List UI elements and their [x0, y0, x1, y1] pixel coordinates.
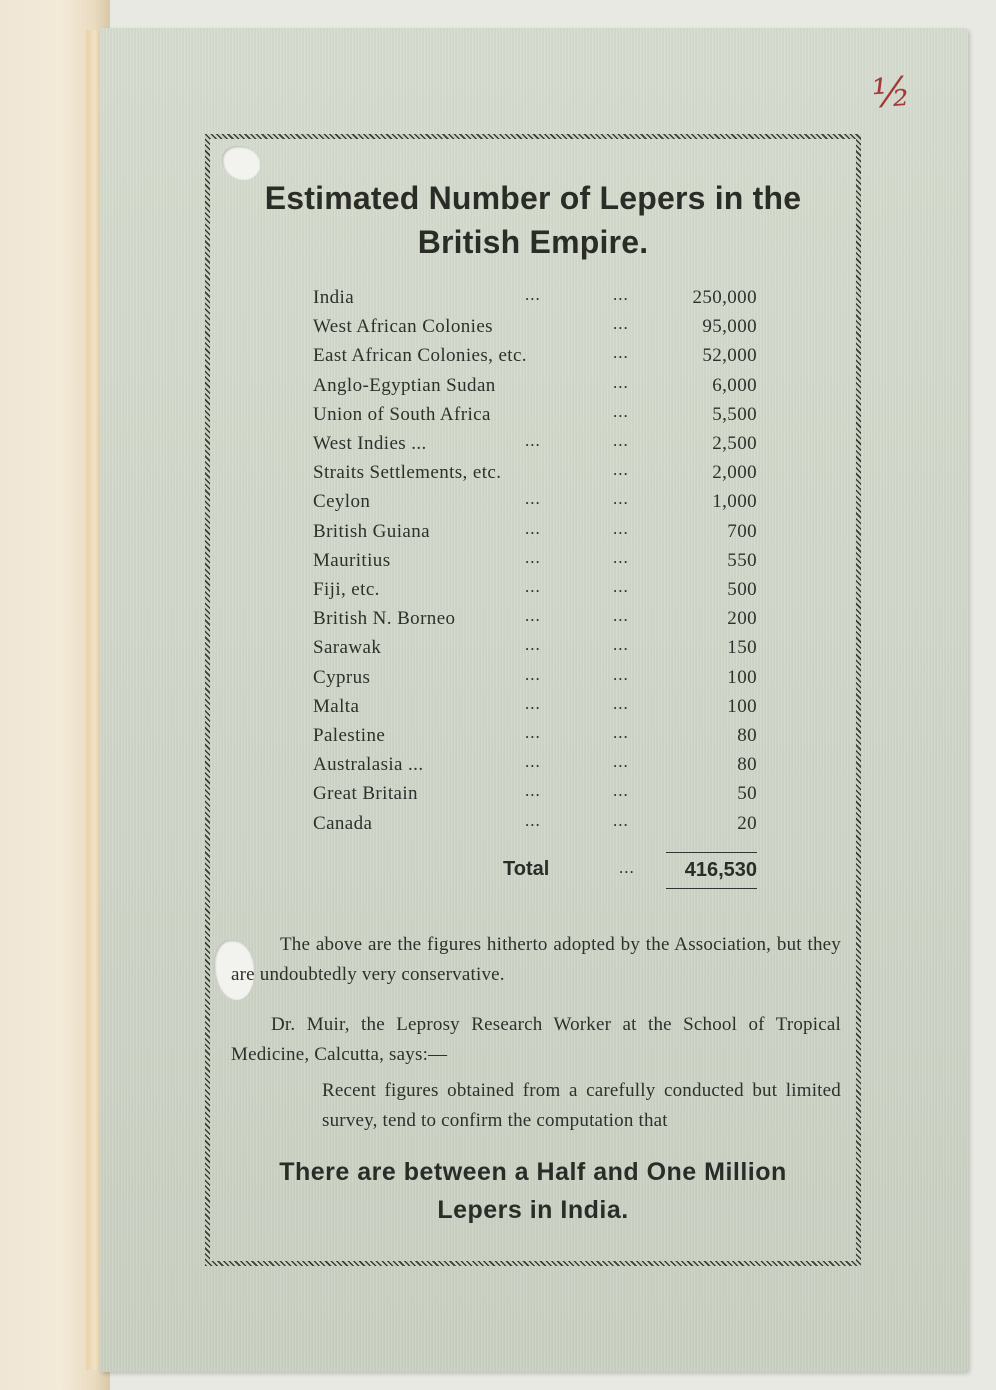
- total-leader-dots: ...: [619, 858, 635, 877]
- leader-dots: ...: [613, 752, 629, 772]
- region-name: Fiji, etc.: [313, 579, 380, 600]
- dr-muir-intro-paragraph: Dr. Muir, the Leprosy Research Worker at the School of Tropical Medicine, Calcutta, says:—: [231, 1014, 841, 1065]
- leader-dots: ...: [613, 518, 629, 538]
- leader-dots: ...: [613, 372, 629, 392]
- region-name: Ceylon: [313, 491, 371, 513]
- estimated-count: 100: [727, 666, 757, 688]
- table-row: [313, 345, 757, 374]
- region-name: Malta: [313, 695, 360, 717]
- region-name: Mauritius: [313, 549, 391, 571]
- estimated-count: 250,000: [692, 287, 757, 308]
- leader-dots: ...: [525, 547, 541, 567]
- estimated-count: 5,500: [712, 403, 757, 425]
- leader-dots: ...: [525, 810, 541, 830]
- table-row: [313, 547, 757, 579]
- page-title-line-1: Estimated Number of Lepers in the: [264, 180, 802, 216]
- estimated-count: 700: [727, 520, 757, 542]
- region-name: Canada: [313, 812, 373, 834]
- estimated-count: 80: [737, 754, 757, 776]
- table-row: [313, 316, 757, 345]
- leader-dots: ...: [525, 781, 541, 801]
- table-row: [313, 608, 757, 637]
- region-name: West African Colonies: [313, 316, 493, 338]
- total-value: 416,530: [666, 852, 757, 889]
- region-name: Anglo-Egyptian Sudan: [313, 374, 496, 396]
- handwritten-note: ½: [870, 68, 913, 118]
- table-row: [313, 372, 757, 404]
- leader-dots: ...: [613, 401, 629, 421]
- leader-dots: ...: [525, 606, 541, 626]
- estimated-count: 200: [727, 608, 757, 630]
- region-name: Union of South Africa: [313, 403, 491, 425]
- leader-dots: ...: [613, 723, 629, 742]
- region-name: Great Britain: [313, 783, 418, 805]
- leader-dots: ...: [613, 781, 629, 801]
- closing-statement-line-1: There are between a Half and One Million: [279, 1158, 787, 1186]
- leader-dots: ...: [525, 285, 541, 304]
- leader-dots: ...: [613, 577, 629, 596]
- estimated-count: 550: [727, 549, 757, 571]
- leader-dots: ...: [525, 752, 541, 772]
- leader-dots: ...: [613, 810, 629, 830]
- leader-dots: ...: [613, 489, 629, 509]
- leader-dots: ...: [613, 314, 629, 334]
- table-row: [313, 433, 757, 462]
- leader-dots: ...: [613, 285, 629, 304]
- leader-dots: ...: [525, 577, 541, 596]
- total-label: Total: [503, 858, 550, 880]
- region-name: East African Colonies, etc.: [313, 345, 527, 367]
- closing-statement-line-2: Lepers in India.: [437, 1196, 629, 1224]
- table-row: [313, 401, 757, 433]
- region-name: Palestine: [313, 725, 386, 746]
- region-name: Sarawak: [313, 637, 382, 659]
- estimated-count: 80: [737, 725, 757, 746]
- leader-dots: ...: [613, 547, 629, 567]
- region-name: Australasia ...: [313, 754, 424, 776]
- table-row: [313, 664, 757, 696]
- leader-dots: ...: [525, 518, 541, 538]
- estimated-count: 2,000: [712, 462, 757, 484]
- leader-dots: ...: [525, 693, 541, 713]
- table-row: [313, 810, 757, 842]
- table-row: [313, 783, 757, 812]
- region-name: India: [313, 287, 355, 308]
- leader-dots: ...: [525, 431, 541, 450]
- leader-dots: ...: [613, 693, 629, 713]
- estimated-count: 500: [727, 579, 757, 600]
- association-note-paragraph: The above are the figures hitherto adopted by the Association, but they are undoubtedly very conservative.: [231, 934, 841, 985]
- leader-dots: ...: [613, 635, 629, 655]
- estimated-count: 100: [727, 695, 757, 717]
- leader-dots: ...: [525, 723, 541, 742]
- estimated-count: 150: [727, 637, 757, 659]
- region-name: West Indies ...: [313, 433, 427, 454]
- leader-dots: ...: [613, 460, 629, 480]
- estimated-count: 50: [737, 783, 757, 805]
- estimated-count: 95,000: [702, 316, 757, 338]
- table-row: [313, 579, 757, 608]
- estimated-count: 2,500: [712, 433, 757, 454]
- estimated-count: 20: [737, 812, 757, 834]
- region-name: Straits Settlements, etc.: [313, 462, 502, 484]
- leader-dots: ...: [525, 635, 541, 655]
- estimated-count: 1,000: [712, 491, 757, 513]
- estimated-count: 52,000: [702, 345, 757, 367]
- table-row: [313, 462, 757, 491]
- table-row: [313, 287, 757, 316]
- leader-dots: ...: [613, 431, 629, 450]
- leader-dots: ...: [525, 489, 541, 509]
- dr-muir-quote: Recent figures obtained from a carefully conducted but limited survey, tend to confirm the computation that: [322, 1080, 841, 1131]
- leader-dots: ...: [613, 606, 629, 626]
- table-row: [313, 518, 757, 550]
- region-name: British Guiana: [313, 520, 430, 542]
- page-title-line-2: British Empire.: [417, 224, 649, 260]
- table-row: [313, 637, 757, 666]
- leader-dots: ...: [613, 664, 629, 684]
- table-row: [313, 754, 757, 783]
- leader-dots: ...: [613, 343, 629, 363]
- table-row: [313, 693, 757, 725]
- estimated-count: 6,000: [712, 374, 757, 396]
- table-row: [313, 725, 757, 754]
- leader-dots: ...: [525, 664, 541, 684]
- region-name: Cyprus: [313, 666, 371, 688]
- region-name: British N. Borneo: [313, 608, 456, 630]
- table-row: [313, 491, 757, 520]
